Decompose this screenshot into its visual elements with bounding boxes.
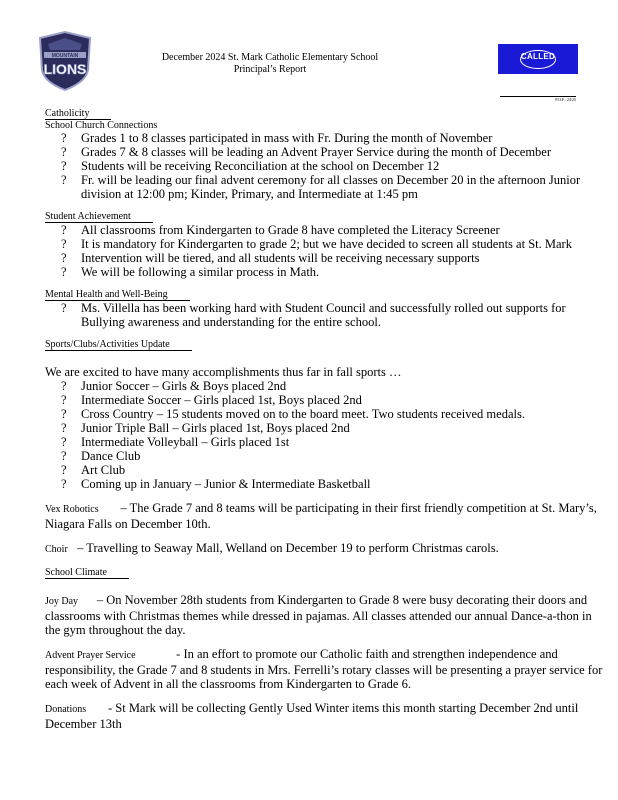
vex-robotics-paragraph bbox=[45, 501, 605, 531]
achievement-list bbox=[45, 223, 605, 279]
advent-label: Advent Prayer Service bbox=[45, 650, 136, 661]
bullet-icon: ? bbox=[61, 223, 67, 237]
catholicity-list bbox=[45, 131, 605, 201]
joy-day-paragraph bbox=[45, 593, 605, 637]
logo-text: LIONS bbox=[43, 61, 87, 77]
list-item: ? Intervention will be tiered, and all students will be receiving necessary supports bbox=[61, 251, 480, 265]
bullet-icon: ? bbox=[61, 237, 67, 251]
section-sports bbox=[45, 339, 605, 351]
joy-day-label: Joy Day bbox=[45, 596, 79, 607]
bullet-icon: ? bbox=[61, 421, 67, 435]
list-item: ? We will be following a similar process in Math. bbox=[61, 265, 320, 279]
section-heading: School Climate bbox=[45, 567, 129, 579]
vex-label: Vex Robotics bbox=[45, 504, 99, 515]
donations-paragraph bbox=[45, 701, 605, 731]
list-item: ? Ms. Villella has been working hard with Student Council and successfully rolled out supports for Bullying awareness and understanding for the entire school. bbox=[61, 301, 566, 329]
section-heading: Sports/Clubs/Activities Update bbox=[45, 339, 192, 351]
school-logo bbox=[36, 30, 94, 92]
bullet-icon: ? bbox=[61, 407, 67, 421]
sports-list bbox=[45, 379, 605, 491]
bullet-icon: ? bbox=[61, 173, 67, 187]
called-badge bbox=[498, 44, 578, 74]
list-item: ? Fr. will be leading our final advent ceremony for all classes on December 20 in the afternoon Junior division at 12:00 pm; Kinder, Primary, and Intermediate at 1:45 pm bbox=[61, 173, 581, 201]
choir-label: Choir bbox=[45, 544, 68, 555]
list-item: ? It is mandatory for Kindergarten to grade 2; but we have decided to screen all students at St. Mark bbox=[61, 237, 572, 251]
section-heading: Catholicity bbox=[45, 108, 111, 120]
section-wellbeing bbox=[45, 289, 605, 301]
bullet-icon: ? bbox=[61, 159, 67, 173]
advent-paragraph bbox=[45, 647, 605, 691]
vex-text: – The Grade 7 and 8 teams will be participating in their first friendly competition at St. Mary’s, Niagara Falls on December 10th. bbox=[45, 501, 597, 531]
bullet-icon: ? bbox=[61, 393, 67, 407]
list-item: ? Junior Triple Ball – Girls placed 1st, Boys placed 2nd bbox=[61, 421, 350, 435]
list-item: ? Dance Club bbox=[61, 449, 141, 463]
joy-day-text: – On November 28th students from Kindergarten to Grade 8 were busy decorating their doors and classrooms with Christmas themes while dressed in pajamas. All classes attended our annual Dance-a-thon in the gym throughout the day. bbox=[45, 593, 592, 637]
logo-banner: MOUNTAIN bbox=[51, 53, 79, 59]
bullet-icon: ? bbox=[61, 379, 67, 393]
bullet-icon: ? bbox=[61, 463, 67, 477]
list-item: ? All classrooms from Kindergarten to Grade 8 have completed the Literacy Screener bbox=[61, 223, 500, 237]
list-item: ? Junior Soccer – Girls & Boys placed 2nd bbox=[61, 379, 287, 393]
wellbeing-list bbox=[45, 301, 605, 329]
donations-label: Donations bbox=[45, 704, 87, 715]
subheading-church-connections: School Church Connections bbox=[45, 120, 158, 131]
bullet-icon: ? bbox=[61, 145, 67, 159]
badge-text: CALLED bbox=[520, 52, 556, 61]
section-achievement bbox=[45, 211, 605, 223]
report-header bbox=[120, 52, 420, 76]
bullet-icon: ? bbox=[61, 449, 67, 463]
badge-caption: P.O.F.: 24/25 bbox=[500, 96, 576, 102]
bullet-icon: ? bbox=[61, 265, 67, 279]
bullet-icon: ? bbox=[61, 251, 67, 265]
list-item: ? Cross Country – 15 students moved on to the board meet. Two students received medals. bbox=[61, 407, 525, 421]
list-item: ? Grades 7 & 8 classes will be leading an Advent Prayer Service during the month of December bbox=[61, 145, 552, 159]
report-body bbox=[45, 108, 605, 731]
list-item: ? Art Club bbox=[61, 463, 126, 477]
advent-text: - In an effort to promote our Catholic faith and strengthen independence and responsibility, the Grade 7 and 8 students in Mrs. Ferrelli’s rotary classes will be presenting a prayer service for each week of Advent in all the classrooms from Kindergarten to Grade 6. bbox=[45, 647, 603, 691]
list-item: ? Grades 1 to 8 classes participated in mass with Fr. During the month of November bbox=[61, 131, 493, 145]
section-catholicity bbox=[45, 108, 605, 120]
bullet-icon: ? bbox=[61, 131, 67, 145]
list-item: ? Intermediate Soccer – Girls placed 1st, Boys placed 2nd bbox=[61, 393, 362, 407]
choir-text: – Travelling to Seaway Mall, Welland on December 19 to perform Christmas carols. bbox=[77, 541, 499, 555]
list-item: ? Coming up in January – Junior & Intermediate Basketball bbox=[61, 477, 371, 491]
bullet-icon: ? bbox=[61, 435, 67, 449]
section-heading: Student Achievement bbox=[45, 211, 153, 223]
list-item: ? Students will be receiving Reconciliation at the school on December 12 bbox=[61, 159, 440, 173]
donations-text: - St Mark will be collecting Gently Used Winter items this month starting December 2nd until December 13th bbox=[45, 701, 579, 731]
section-heading: Mental Health and Well-Being bbox=[45, 289, 190, 301]
sports-intro: We are excited to have many accomplishments thus far in fall sports … bbox=[45, 365, 402, 379]
choir-paragraph bbox=[45, 541, 605, 557]
list-item: ? Intermediate Volleyball – Girls placed 1st bbox=[61, 435, 290, 449]
header-subtitle: Principal’s Report bbox=[233, 64, 307, 75]
section-climate bbox=[45, 567, 605, 579]
bullet-icon: ? bbox=[61, 477, 67, 491]
bullet-icon: ? bbox=[61, 301, 67, 315]
header-title: December 2024 St. Mark Catholic Elementary School bbox=[161, 52, 379, 63]
